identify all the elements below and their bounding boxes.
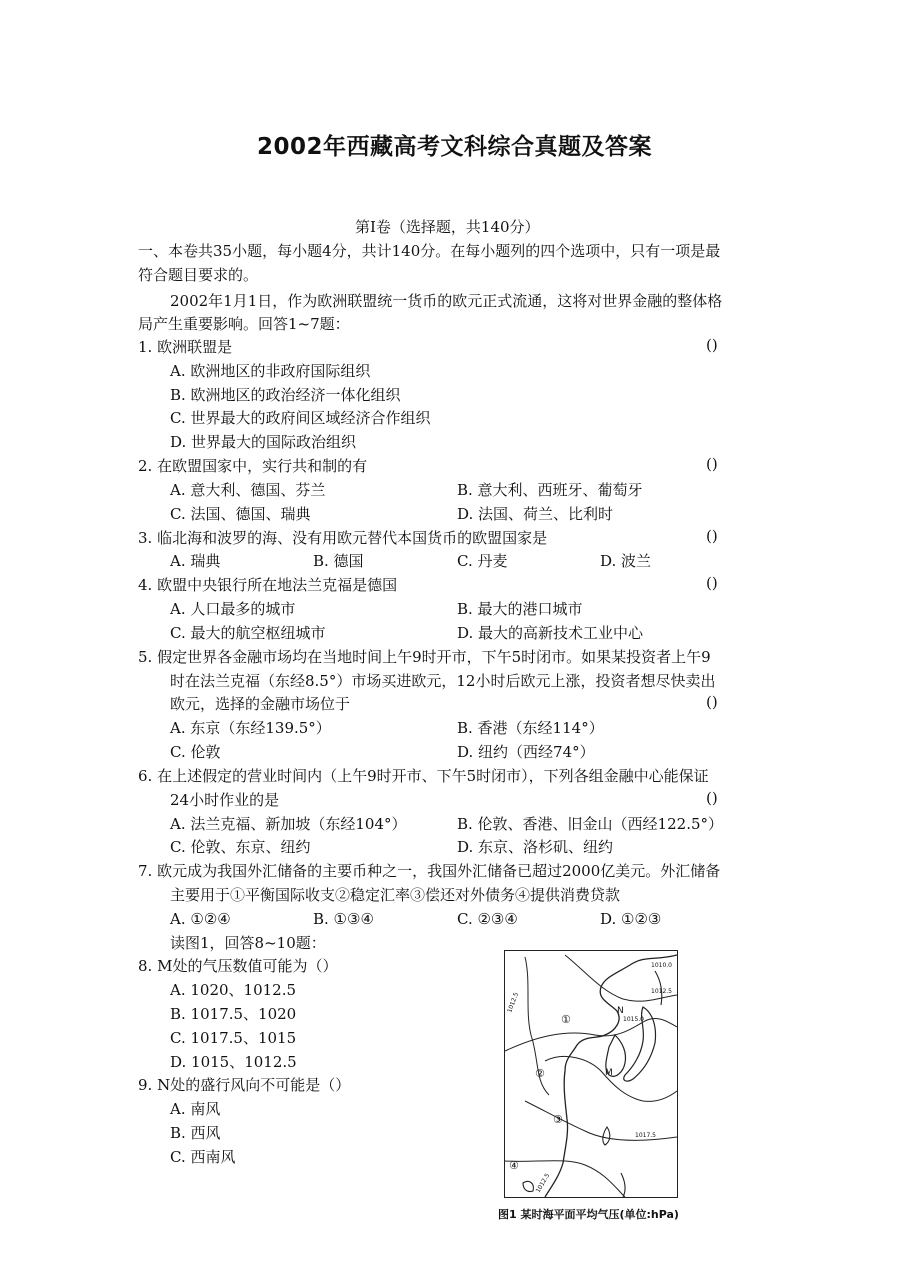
region-label-2: ② <box>535 1067 545 1080</box>
q2-option-c: C. 法国、德国、瑞典 <box>170 505 311 523</box>
q6-option-b: B. 伦敦、香港、旧金山（西经122.5°） <box>457 815 724 833</box>
q1-option-d: D. 世界最大的国际政治组织 <box>170 433 357 451</box>
q6-answer-blank: () <box>706 789 718 807</box>
isobar-label-4: 1017.5 <box>635 1132 656 1139</box>
q6-option-d: D. 东京、洛杉矶、纽约 <box>457 838 614 856</box>
q9-option-c: C. 西南风 <box>170 1148 236 1166</box>
q2-answer-blank: () <box>706 455 718 473</box>
q1-option-c: C. 世界最大的政府间区域经济合作组织 <box>170 409 431 427</box>
q9-option-b: B. 西风 <box>170 1124 221 1142</box>
q1-option-a: A. 欧洲地区的非政府国际组织 <box>170 362 371 380</box>
q8-stem: 8. M处的气压数值可能为（） <box>138 957 338 975</box>
instructions-line-1: 一、本卷共35小题，每小题4分，共计140分。在每小题列的四个选项中，只有一项是最 <box>138 242 721 260</box>
isobar-label-6: 1012.5 <box>534 1172 552 1194</box>
q5-stem-line-3: 欧元，选择的金融市场位于 <box>170 695 351 713</box>
q8-option-c: C. 1017.5、1015 <box>170 1029 297 1047</box>
isobar-label-5: 1012.5 <box>506 991 521 1014</box>
map-caption: 图1 某时海平面平均气压(单位:hPa) <box>498 1208 679 1221</box>
q7-option-b: B. ①③④ <box>313 910 374 928</box>
q2-option-b: B. 意大利、西班牙、葡萄牙 <box>457 481 643 499</box>
q5-option-d: D. 纽约（西经74°） <box>457 743 595 761</box>
q3-option-b: B. 德国 <box>313 552 364 570</box>
isobar-label-1: 1010.0 <box>651 962 672 969</box>
q6-option-c: C. 伦敦、东京、纽约 <box>170 838 311 856</box>
q1-option-b: B. 欧洲地区的政治经济一体化组织 <box>170 386 401 404</box>
q7-option-c: C. ②③④ <box>457 910 518 928</box>
intro-line-1: 2002年1月1日，作为欧洲联盟统一货币的欧元正式流通，这将对世界金融的整体格 <box>170 292 723 310</box>
q3-answer-blank: () <box>706 527 718 545</box>
coastline-hainan <box>523 1181 533 1191</box>
region-label-3: ③ <box>553 1113 563 1126</box>
q7-stem-line-2: 主要用于①平衡国际收支②稳定汇率③偿还对外债务④提供消费贷款 <box>170 886 621 904</box>
q5-option-a: A. 东京（东经139.5°） <box>170 719 331 737</box>
q9-stem: 9. N处的盛行风向不可能是（） <box>138 1076 351 1094</box>
q4-option-a: A. 人口最多的城市 <box>170 600 296 618</box>
q8-option-d: D. 1015、1012.5 <box>170 1053 297 1071</box>
q4-option-c: C. 最大的航空枢纽城市 <box>170 624 326 642</box>
q4-stem: 4. 欧盟中央银行所在地法兰克福是德国 <box>138 576 398 594</box>
q4-answer-blank: () <box>706 574 718 592</box>
intro-line-2: 局产生重要影响。回答1~7题： <box>138 315 350 333</box>
q2-option-d: D. 法国、荷兰、比利时 <box>457 505 614 523</box>
q3-option-c: C. 丹麦 <box>457 552 508 570</box>
q6-option-a: A. 法兰克福、新加坡（东经104°） <box>170 815 407 833</box>
section-header: 第Ⅰ卷（选择题，共140分） <box>355 218 540 236</box>
q2-option-a: A. 意大利、德国、芬兰 <box>170 481 326 499</box>
q5-stem-line-2: 时在法兰克福（东经8.5°）市场买进欧元，12小时后欧元上涨，投资者想尽快卖出 <box>170 672 716 690</box>
coastline-taiwan <box>603 1127 610 1145</box>
q5-stem-line-1: 5. 假定世界各金融市场均在当地时间上午9时开市，下午5时闭市。如果某投资者上午9 <box>138 648 711 666</box>
instructions-line-2: 符合题目要求的。 <box>138 266 259 284</box>
pressure-map <box>505 951 677 1197</box>
region-label-1: ① <box>561 1013 571 1026</box>
pressure-map-figure <box>504 950 678 1198</box>
q1-stem: 1. 欧洲联盟是 <box>138 338 233 356</box>
region-label-4: ④ <box>509 1159 519 1172</box>
q7-option-a: A. ①②④ <box>170 910 231 928</box>
q7-stem-line-1: 7. 欧元成为我国外汇储备的主要币种之一，我国外汇储备已超过2000亿美元。外汇储备 <box>138 862 721 880</box>
q3-option-a: A. 瑞典 <box>170 552 221 570</box>
q5-option-c: C. 伦敦 <box>170 743 221 761</box>
q5-answer-blank: () <box>706 693 718 711</box>
read-map-instruction: 读图1，回答8~10题： <box>170 934 326 952</box>
isobar-label-2: 1012.5 <box>651 988 672 995</box>
q2-stem: 2. 在欧盟国家中，实行共和制的有 <box>138 457 368 475</box>
point-label-m: M <box>605 1068 613 1078</box>
page-title: 2002年西藏高考文科综合真题及答案 <box>256 134 652 160</box>
q4-option-b: B. 最大的港口城市 <box>457 600 583 618</box>
q8-option-b: B. 1017.5、1020 <box>170 1005 297 1023</box>
q7-option-d: D. ①②③ <box>600 910 662 928</box>
q3-stem: 3. 临北海和波罗的海、没有用欧元替代本国货币的欧盟国家是 <box>138 529 548 547</box>
q4-option-d: D. 最大的高新技术工业中心 <box>457 624 644 642</box>
point-label-n: N <box>617 1006 624 1016</box>
q1-answer-blank: () <box>706 336 718 354</box>
isobar-label-3: 1015.0 <box>623 1016 644 1023</box>
q9-option-a: A. 南风 <box>170 1100 221 1118</box>
isobar-line-6 <box>505 1161 625 1197</box>
q6-stem-line-2: 24小时作业的是 <box>170 791 280 809</box>
q6-stem-line-1: 6. 在上述假定的营业时间内（上午9时开市、下午5时闭市），下列各组金融中心能保证 <box>138 767 709 785</box>
q8-option-a: A. 1020、1012.5 <box>170 981 297 999</box>
q5-option-b: B. 香港（东经114°） <box>457 719 604 737</box>
q3-option-d: D. 波兰 <box>600 552 652 570</box>
